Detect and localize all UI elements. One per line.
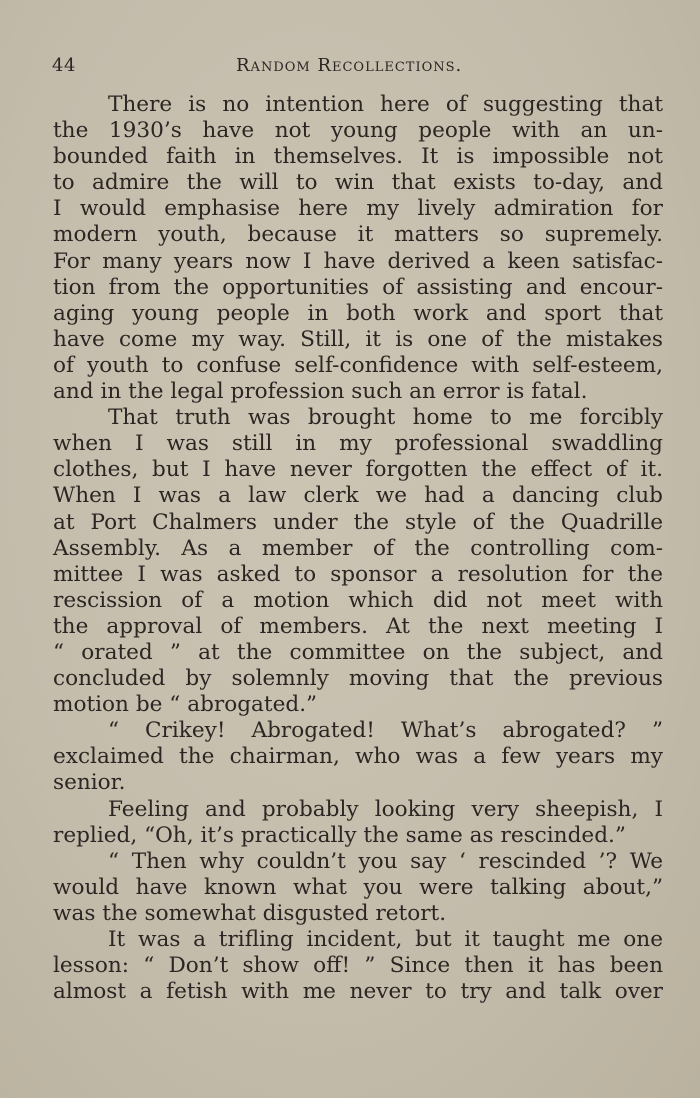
text-line: at Port Chalmers under the style of the Quadrille [53, 509, 663, 535]
text-line: I would emphasise here my lively admiration for [53, 196, 663, 222]
text-line: have come my way. Still, it is one of the mistakes [53, 326, 663, 352]
text-line: motion be “ abrogated.” [53, 692, 318, 718]
text-line: For many years now I have derived a keen satisfac- [53, 248, 663, 274]
text-line: “ Crikey! Abrogated! What’s abrogated? ” [108, 718, 663, 744]
text-line: almost a fetish with me never to try and talk over [53, 979, 663, 1005]
text-line: rescission of a motion which did not meet with [53, 587, 663, 613]
text-line: Assembly. As a member of the controlling com- [53, 535, 663, 561]
text-line: aging young people in both work and sport that [53, 300, 663, 326]
text-line: mittee I was asked to sponsor a resolution for the [53, 561, 663, 587]
text-line: “ orated ” at the committee on the subject, and [53, 639, 663, 665]
text-line: bounded faith in themselves. It is impossible not [53, 144, 663, 170]
text-line: modern youth, because it matters so supremely. [53, 222, 663, 248]
text-line: when I was still in my professional swaddling [53, 431, 663, 457]
text-line: the 1930’s have not young people with an un- [53, 118, 663, 144]
text-line: It was a trifling incident, but it taught me one [108, 927, 663, 952]
running-title: Random Recollections. [236, 55, 463, 76]
text-line: Feeling and probably looking very sheepish, I [108, 796, 663, 822]
body-text [53, 92, 663, 1005]
text-line: of youth to confuse self-confidence with self-esteem, [53, 352, 663, 378]
text-line: was the somewhat disgusted retort. [53, 900, 447, 926]
text-line: would have known what you were talking about,” [53, 874, 663, 900]
text-line: senior. [53, 770, 126, 796]
text-line: “ Then why couldn’t you say ‘ rescinded ’? We [108, 848, 663, 874]
text-line: exclaimed the chairman, who was a few years my [53, 744, 663, 770]
text-line: clothes, but I have never forgotten the effect of it. [53, 457, 663, 483]
text-line: to admire the will to win that exists to-day, and [53, 170, 663, 196]
text-line: lesson: “ Don’t show off! ” Since then it has been [53, 953, 663, 979]
text-line: concluded by solemnly moving that the previous [53, 666, 663, 692]
text-line: There is no intention here of suggesting that [108, 92, 663, 117]
text-line: tion from the opportunities of assisting and encour- [53, 274, 663, 300]
page-number: 44 [52, 55, 76, 76]
text-line: When I was a law clerk we had a dancing club [53, 483, 663, 509]
page-header [52, 55, 662, 83]
text-line: and in the legal profession such an error is fatal. [53, 379, 588, 405]
text-line: the approval of members. At the next meeting I [53, 613, 663, 639]
text-line: That truth was brought home to me forcibly [108, 405, 663, 431]
text-line: replied, “Oh, it’s practically the same as rescinded.” [53, 822, 626, 848]
